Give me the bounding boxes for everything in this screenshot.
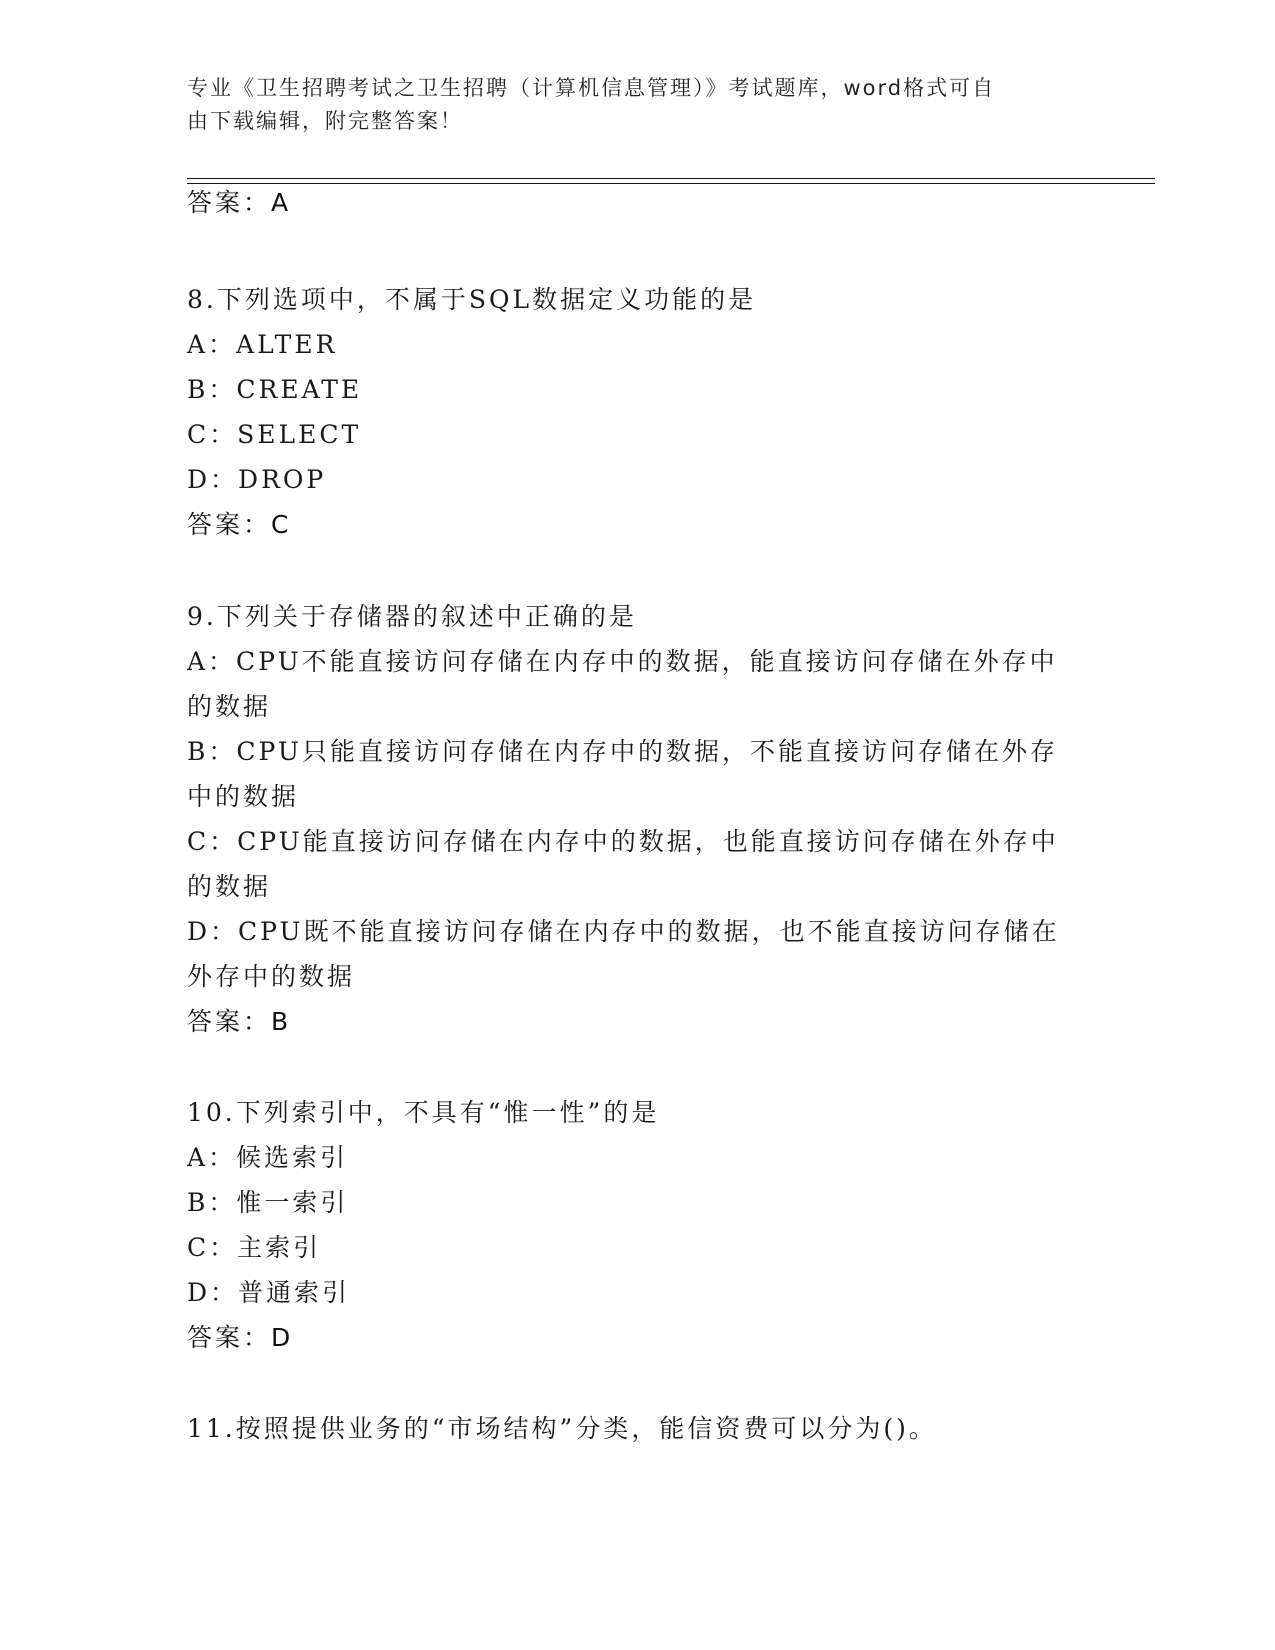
question-10-option-c: C：主索引 — [187, 1233, 322, 1262]
question-9-option-c: C：CPU能直接访问存储在内存中的数据，也能直接访问存储在外存中 — [187, 827, 1059, 856]
question-10-option-b: B：惟一索引 — [187, 1188, 349, 1217]
question-9-option-b: B：CPU只能直接访问存储在内存中的数据，不能直接访问存储在外存 — [187, 737, 1058, 766]
question-8-option-d: D：DROP — [187, 465, 327, 494]
question-10-answer: 答案：D — [187, 1323, 294, 1352]
document-header — [187, 72, 1067, 138]
question-10-stem: 10.下列索引中，不具有“惟一性”的是 — [187, 1098, 660, 1127]
question-9-stem: 9.下列关于存储器的叙述中正确的是 — [187, 602, 637, 631]
question-9-answer: 答案：B — [187, 1007, 292, 1036]
question-9-option-d: D：CPU既不能直接访问存储在内存中的数据，也不能直接访问存储在 — [187, 917, 1060, 946]
question-8-option-a: A：ALTER — [187, 330, 338, 359]
header-line-2: 由下载编辑，附完整答案！ — [187, 109, 463, 133]
question-8-option-b: B：CREATE — [187, 375, 363, 404]
question-9-option-b-cont: 中的数据 — [187, 782, 300, 811]
question-11-stem: 11.按照提供业务的“市场结构”分类，能信资费可以分为()。 — [187, 1414, 937, 1443]
question-9-option-a: A：CPU不能直接访问存储在内存中的数据，能直接访问存储在外存中 — [187, 647, 1058, 676]
question-9-option-a-cont: 的数据 — [187, 692, 272, 721]
previous-question-answer: 答案：A — [187, 188, 292, 217]
question-8-answer: 答案：C — [187, 510, 292, 539]
question-10-option-d: D：普通索引 — [187, 1278, 351, 1307]
question-9-option-d-cont: 外存中的数据 — [187, 962, 356, 991]
question-8-option-c: C：SELECT — [187, 420, 362, 449]
header-line-1: 专业《卫生招聘考试之卫生招聘（计算机信息管理）》考试题库，word格式可自 — [187, 76, 996, 100]
question-8-stem: 8.下列选项中，不属于SQL数据定义功能的是 — [187, 285, 757, 314]
header-divider-top — [187, 178, 1155, 179]
question-9-option-c-cont: 的数据 — [187, 872, 272, 901]
question-10-option-a: A：候选索引 — [187, 1143, 349, 1172]
